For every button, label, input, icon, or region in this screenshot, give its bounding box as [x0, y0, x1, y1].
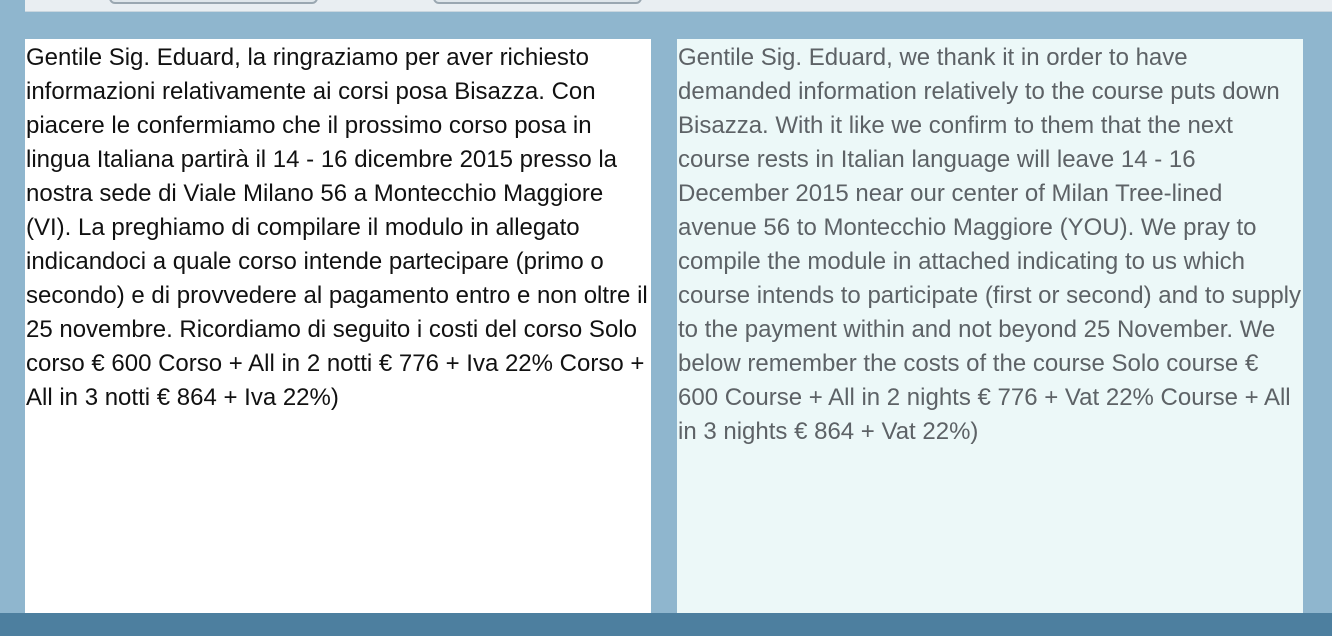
toolbar-button-right[interactable] [433, 0, 642, 4]
translation-text-panel[interactable]: Gentile Sig. Eduard, we thank it in order to have demanded information relatively to the course puts down Bisazza. With it like we confirm to them that the next course rests in Italian language will leave 14 - 16 December 2015 near our center of Milan Tree-lined avenue 56 to Montecchio Maggiore (YOU). We pray to compile the module in attached indicating to us which course intends to participate (first or second) and to supply to the payment within and not beyond 25 November. We below remember the costs of the course Solo course € 600 Course + All in 2 nights € 776 + Vat 22% Course + All in 3 nights € 864 + Vat 22%) [677, 39, 1303, 619]
source-text-panel[interactable]: Gentile Sig. Eduard, la ringraziamo per aver richiesto informazioni relativamente ai corsi posa Bisazza. Con piacere le confermiamo che il prossimo corso posa in lingua Italiana partirà il 14 - 16 dicembre 2015 presso la nostra sede di Viale Milano 56 a Montecchio Maggiore (VI). La preghiamo di compilare il modulo in allegato indicandoci a quale corso intende partecipare (primo o secondo) e di provvedere al pagamento entro e non oltre il 25 novembre. Ricordiamo di seguito i costi del corso Solo corso € 600 Corso + All in 2 notti € 776 + Iva 22% Corso + All in 3 notti € 864 + Iva 22%) [25, 39, 651, 619]
top-toolbar [25, 0, 1332, 12]
toolbar-button-left[interactable] [109, 0, 318, 4]
bottom-bar [0, 613, 1332, 636]
